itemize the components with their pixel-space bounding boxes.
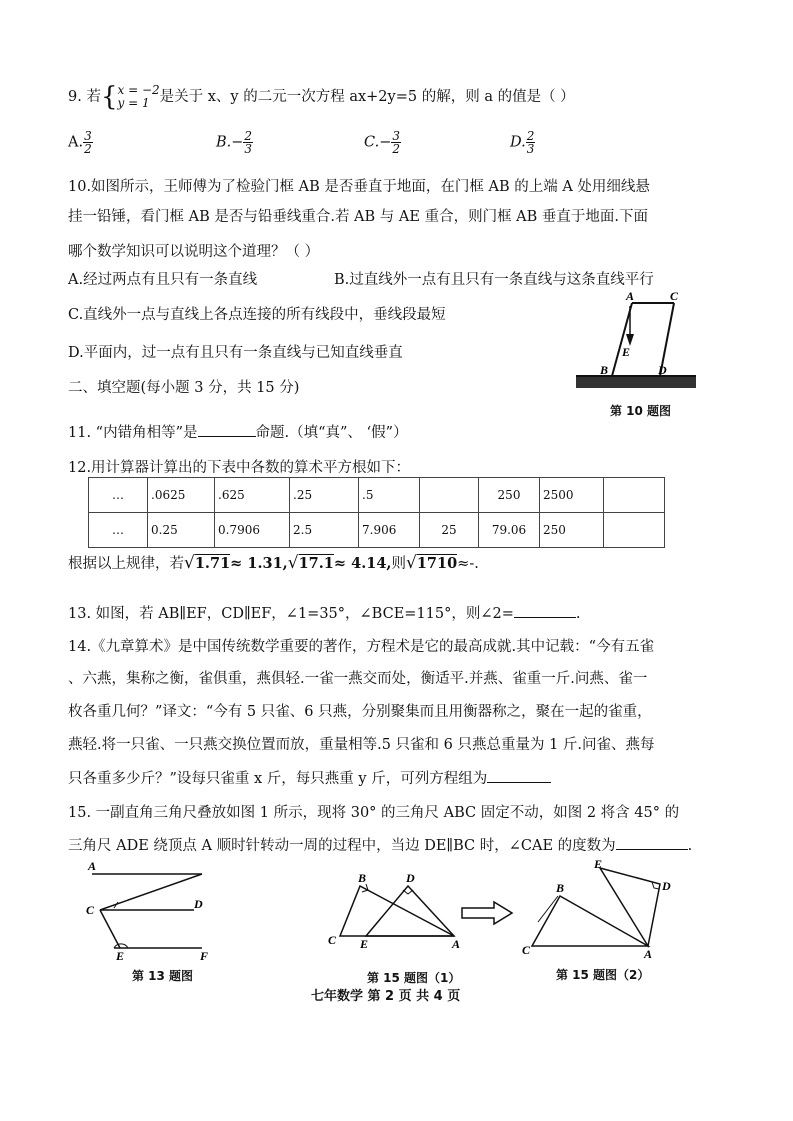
table-row: [89, 478, 665, 513]
q9-option-d-frac: $\frac{2}{3}$: [526, 129, 535, 156]
table-cell: …: [89, 513, 148, 548]
label-e: E: [116, 949, 125, 963]
label-b: B: [358, 871, 367, 885]
q11-answer-blank[interactable]: [198, 422, 256, 437]
table-cell: .25: [290, 478, 359, 513]
table-cell: 7.906: [359, 513, 420, 548]
table-cell: …: [89, 478, 148, 513]
label-b: B: [556, 881, 565, 895]
q12-rule: 根据以上规律，若√1.71≈ 1.31,√17.1≈ 4.14,则√1710≈-.: [68, 553, 479, 573]
triangle-ade: [600, 868, 660, 946]
q14-line4: 燕轻.将一只雀、一只燕交换位置而放，重量相等.5 只雀和 6 只燕总重量为 1 斤.问雀、燕每: [68, 737, 655, 753]
triangle-abc: [532, 896, 648, 946]
label-e: E: [594, 857, 603, 871]
label-a: A: [626, 289, 635, 303]
table-cell: 250: [540, 513, 604, 548]
q10-line1: 10.如图所示，王师傅为了检验门框 AB 是否垂直于地面，在门框 AB 的上端 A 处用细线悬: [68, 179, 650, 195]
table-cell: 0.7906: [215, 513, 290, 548]
label-e: E: [622, 345, 631, 359]
q14-line1: 14.《九章算术》是中国传统数学重要的著作，方程术是它的最高成就.其中记载：“今有五雀: [68, 639, 655, 655]
table-cell: 0.25: [148, 513, 215, 548]
figure-10-caption: 第 10 题图: [610, 404, 672, 418]
label-c: C: [86, 903, 95, 917]
label-c: C: [670, 289, 679, 303]
q15-answer-blank[interactable]: [616, 835, 688, 850]
label-a: A: [88, 859, 97, 873]
line-cb: [100, 874, 202, 910]
q14-line3: 枚各重几何？”译文：“今有 5 只雀、6 只燕，分别聚集而且用衡器称之，聚在一起的雀重，: [68, 704, 652, 720]
q9-option-a-frac: $\frac{3}{2}$: [84, 129, 92, 156]
table-cell: 25: [420, 513, 479, 548]
q9-option-b-frac: $\frac{2}{3}$: [244, 129, 253, 156]
table-cell: .5: [359, 478, 420, 513]
figure-10: [572, 288, 702, 398]
table-cell: 2500: [540, 478, 604, 513]
table-cell: 79.06: [479, 513, 540, 548]
q9-option-b: B.− $\frac{2}{3}$: [216, 129, 253, 156]
q9-eq2: y = 1: [117, 96, 150, 110]
q10-line3: 哪个数学知识可以说明这个道理？（ ）: [68, 244, 320, 260]
label-c: C: [328, 933, 337, 947]
page-footer: 七年数学 第 2 页 共 4 页: [311, 989, 461, 1004]
label-d: D: [662, 879, 671, 893]
figure-15-2-caption: 第 15 题图（2）: [556, 968, 650, 982]
q14-answer-blank[interactable]: [487, 768, 551, 783]
ground: [576, 376, 696, 388]
q10-option-c: C.直线外一点与直线上各点连接的所有线段中，垂线段最短: [68, 307, 446, 323]
q10-option-b: B.过直线外一点有且只有一条直线与这条直线平行: [334, 272, 654, 288]
table-cell: [604, 478, 665, 513]
label-d: D: [658, 363, 667, 377]
label-c: C: [522, 943, 531, 957]
q9-text: 是关于 x、y 的二元一次方程 ax+2y=5 的解，则 a 的值是（ ）: [159, 89, 575, 105]
table-cell: .0625: [148, 478, 215, 513]
label-e: E: [360, 937, 369, 951]
q9-option-a: A. $\frac{3}{2}$: [68, 129, 92, 156]
line-ce: [100, 910, 120, 948]
label-d: D: [194, 897, 203, 911]
q9-brace: {: [100, 82, 118, 112]
figure-13-caption: 第 13 题图: [132, 969, 194, 983]
q9-number: 9. 若: [68, 89, 101, 105]
table-cell: .625: [215, 478, 290, 513]
table-cell: [420, 478, 479, 513]
label-f: F: [200, 949, 209, 963]
label-d: D: [406, 871, 415, 885]
q9-option-d: D. $\frac{2}{3}$: [510, 129, 535, 156]
q15-line2: 三角尺 ADE 绕顶点 A 顺时针转动一周的过程中，当边 DE∥BC 时，∠CAE 的度数为 .: [68, 834, 692, 855]
q15-line1: 15. 一副直角三角尺叠放如图 1 所示，现将 30° 的三角尺 ABC 固定不动，如图 2 将含 45° 的: [68, 805, 680, 821]
question-11: 11. “内错角相等”是 命题.（填“真”、 ‘假”）: [68, 421, 408, 442]
q13-answer-blank[interactable]: [514, 603, 576, 618]
label-a: A: [644, 947, 653, 960]
q10-option-a: A.经过两点有且只有一条直线: [68, 272, 258, 288]
triangle-abc: [340, 886, 454, 936]
q14-line5: 只各重多少斤？”设每只雀重 x 斤，每只燕重 y 斤，可列方程组为: [68, 767, 551, 788]
section-2-heading: 二、填空题(每小题 3 分，共 15 分): [68, 380, 300, 396]
q9-eq1: x = −2: [117, 83, 160, 97]
q14-line2: 、六燕，集称之衡，雀俱重，燕俱轻.一雀一燕交而处，衡适平.并燕、雀重一斤.问燕、雀一: [68, 671, 648, 687]
sqrt-table: [88, 477, 665, 548]
figure-15-1-caption: 第 15 题图（1）: [367, 971, 461, 985]
question-13: 13. 如图，若 AB∥EF，CD∥EF，∠1=35°，∠BCE=115°，则∠2= .: [68, 602, 581, 623]
q10-line2: 挂一铅锤，看门框 AB 是否与铅垂线重合.若 AB 与 AE 重合，则门框 AB 垂直于地面.下面: [68, 209, 649, 225]
label-b: B: [600, 363, 609, 377]
arrow-right-icon: [460, 900, 516, 926]
question-9: [68, 82, 575, 112]
table-cell: 250: [479, 478, 540, 513]
label-a: A: [452, 937, 461, 951]
q9-option-c: C.− $\frac{3}{2}$: [364, 129, 400, 156]
q12-intro: 12.用计算器计算出的下表中各数的算术平方根如下：: [68, 460, 411, 476]
table-row: [89, 513, 665, 548]
figure-13: [84, 858, 214, 966]
q10-option-d: D.平面内，过一点有且只有一条直线与已知直线垂直: [68, 345, 403, 361]
table-cell: 2.5: [290, 513, 359, 548]
q9-option-c-frac: $\frac{3}{2}$: [392, 129, 400, 156]
q9-system: [118, 84, 160, 110]
figure-15-2: [518, 856, 678, 960]
figure-15-1: [324, 868, 474, 958]
table-cell: [604, 513, 665, 548]
